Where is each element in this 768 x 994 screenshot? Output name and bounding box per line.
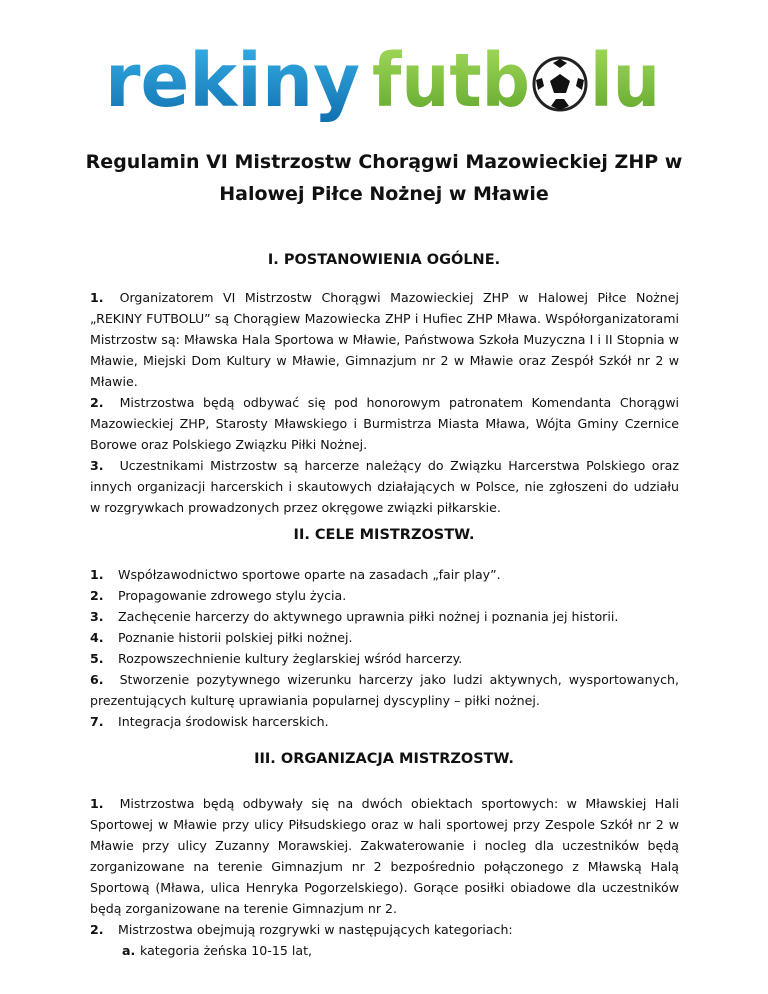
paragraph bbox=[90, 793, 679, 919]
document-title bbox=[60, 146, 708, 210]
item-text: Mistrzostwa będą odbywały się na dwóch obiektach sportowych: w Mławskiej Hali Sportowej w Mławie przy ulicy Piłsudskiego oraz w hali sportowej przy Zespole Szkół nr 2 w Mławie przy ulicy Zuzanny Morawskiej. Zakwaterowanie i nocleg dla uczestników będą zorganizowane na terenie Gimnazjum nr 2 bezpośrednio połączonego z Mławską Halą Sportową (Mława, ulica Henryka Pogorzelskiego). Gorące posiłki obiadowe dla uczestników będą zorganizowane na terenie Gimnazjum nr 2. bbox=[90, 796, 679, 916]
item-number: 5. bbox=[90, 651, 104, 666]
item-text: Uczestnikami Mistrzostw są harcerze należący do Związku Harcerstwa Polskiego oraz innych organizacji harcerskich i skautowych działających w Polsce, nie zgłoszeni do udziału w rozgrywkach prowadzonych przez okręgowe związki piłkarskie. bbox=[90, 458, 679, 515]
item-text: Mistrzostwa będą odbywać się pod honorowym patronatem Komendanta Chorągwi Mazowieckiej ZHP, Starosty Mławskiego i Burmistrza Miasta Mława, Wójta Gminy Czernice Borowe oraz Polskiego Związku Piłki Nożnej. bbox=[90, 395, 679, 452]
paragraph bbox=[90, 455, 679, 518]
item-text: Mistrzostwa obejmują rozgrywki w następujących kategoriach: bbox=[118, 922, 513, 937]
logo bbox=[0, 28, 768, 128]
logo-word-lu: lu bbox=[590, 38, 660, 124]
item-text: Stworzenie pozytywnego wizerunku harcerzy jako ludzi aktywnych, wysportowanych, prezentujących kulturę uprawiania popularnej dyscypliny – piłki nożnej. bbox=[90, 672, 679, 708]
item-number: 1. bbox=[90, 290, 104, 305]
logo-word-rekiny: rekiny bbox=[105, 38, 360, 124]
item-letter: a. bbox=[122, 943, 136, 958]
paragraph bbox=[90, 287, 679, 392]
item-number: 7. bbox=[90, 714, 104, 729]
item-number: 2. bbox=[90, 922, 104, 937]
item-text: Integracja środowisk harcerskich. bbox=[118, 714, 329, 729]
list-item bbox=[90, 711, 679, 732]
item-text: Współzawodnictwo sportowe oparte na zasadach „fair play”. bbox=[118, 567, 501, 582]
logo-graphic bbox=[0, 28, 768, 128]
item-text: Rozpowszechnienie kultury żeglarskiej wśród harcerzy. bbox=[118, 651, 463, 666]
paragraph bbox=[90, 392, 679, 455]
section-heading-organizacja: III. ORGANIZACJA MISTRZOSTW. bbox=[254, 751, 514, 767]
item-number: 3. bbox=[90, 609, 104, 624]
paragraph bbox=[90, 669, 679, 711]
item-number: 2. bbox=[90, 395, 104, 410]
item-number: 1. bbox=[90, 567, 104, 582]
item-text: Poznanie historii polskiej piłki nożnej. bbox=[118, 630, 353, 645]
list-item bbox=[90, 564, 679, 585]
logo-word-futb: futb bbox=[372, 38, 530, 124]
section-body-postanowienia bbox=[90, 287, 679, 518]
item-number: 4. bbox=[90, 630, 104, 645]
item-text: kategoria żeńska 10-15 lat, bbox=[140, 943, 313, 958]
list-item bbox=[90, 648, 679, 669]
item-text: Propagowanie zdrowego stylu życia. bbox=[118, 588, 347, 603]
list-item bbox=[90, 627, 679, 648]
list-item bbox=[90, 919, 679, 940]
item-text: Zachęcenie harcerzy do aktywnego uprawnia piłki nożnej i poznania jej historii. bbox=[118, 609, 619, 624]
list-item bbox=[90, 606, 679, 627]
sub-list-item bbox=[90, 940, 679, 961]
soccer-ball-icon bbox=[534, 58, 586, 110]
item-number: 3. bbox=[90, 458, 104, 473]
list-item bbox=[90, 585, 679, 606]
item-text: Organizatorem VI Mistrzostw Chorągwi Mazowieckiej ZHP w Halowej Piłce Nożnej „REKINY FUTBOLU” są Chorągiew Mazowiecka ZHP i Hufiec ZHP Mława. Współorganizatorami Mistrzostw są: Mławska Hala Sportowa w Mławie, Państwowa Szkoła Muzyczna I i II Stopnia w Mławie, Miejski Dom Kultury w Mławie, Gimnazjum nr 2 w Mławie oraz Zespół Szkół nr 2 w Mławie. bbox=[90, 290, 679, 389]
title-line-2: Halowej Piłce Nożnej w Mławie bbox=[219, 183, 549, 205]
item-number: 6. bbox=[90, 672, 104, 687]
section-heading-cele: II. CELE MISTRZOSTW. bbox=[293, 527, 475, 543]
title-line-1: Regulamin VI Mistrzostw Chorągwi Mazowieckiej ZHP w bbox=[85, 151, 683, 173]
section-body-organizacja bbox=[90, 793, 679, 961]
item-number: 2. bbox=[90, 588, 104, 603]
section-body-cele bbox=[90, 564, 679, 732]
section-heading-postanowienia: I. POSTANOWIENIA OGÓLNE. bbox=[267, 252, 501, 268]
item-number: 1. bbox=[90, 796, 104, 811]
